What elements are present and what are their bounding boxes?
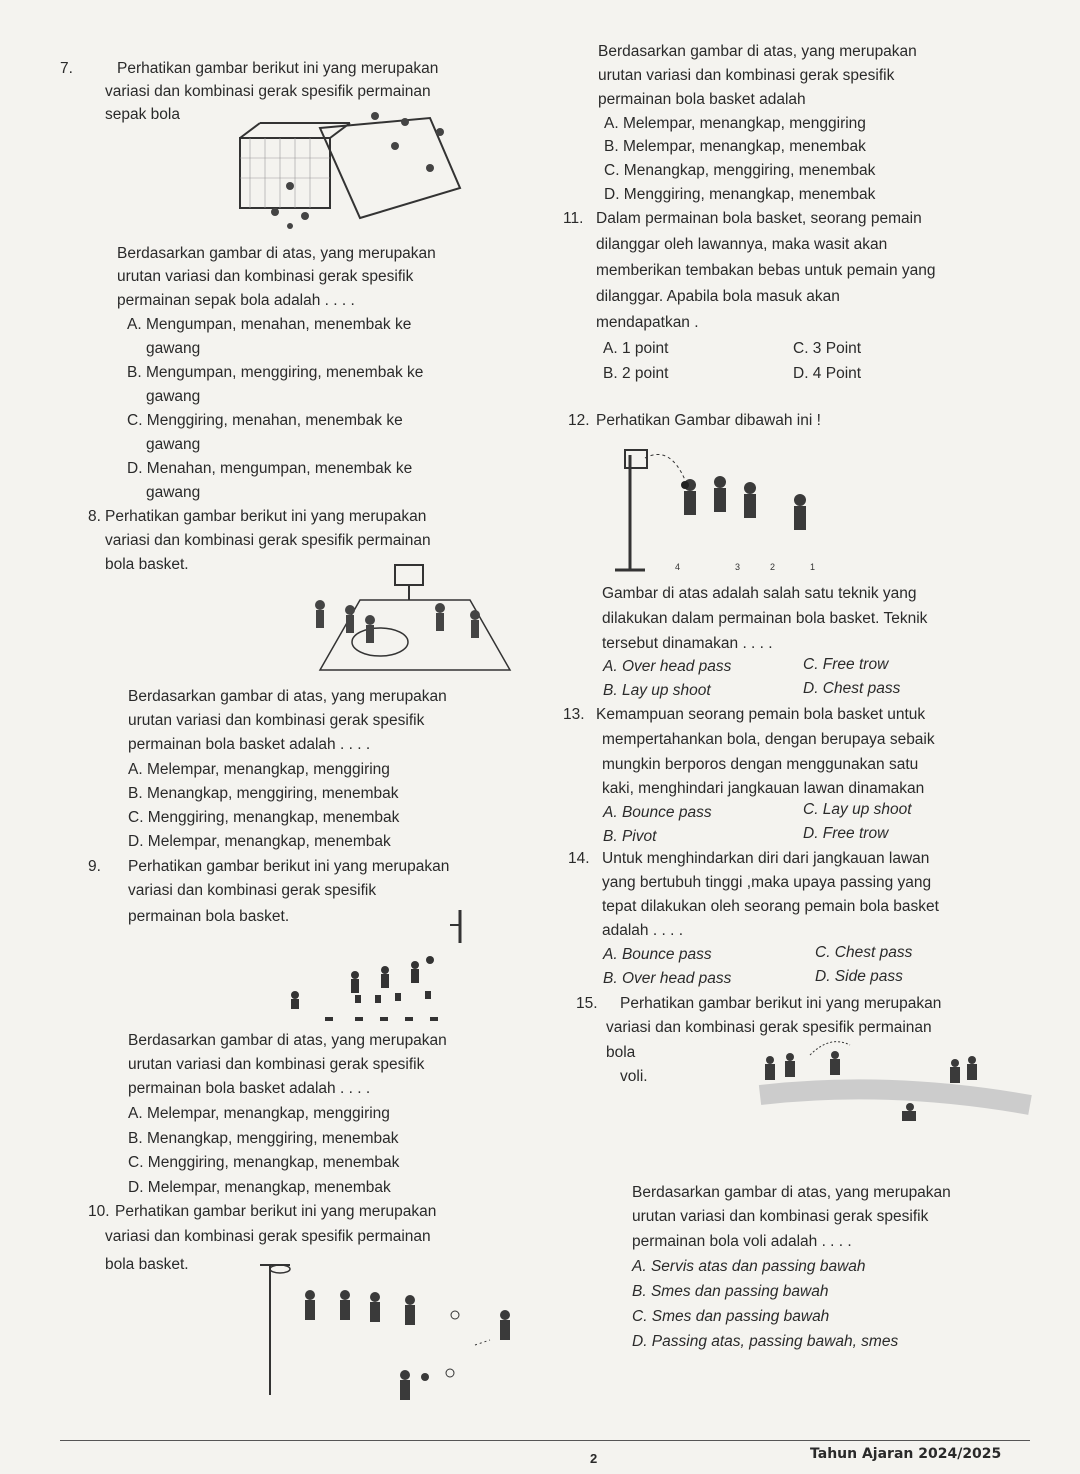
question-stem-line: sepak bola — [105, 106, 180, 123]
question-stem-line: variasi dan kombinasi gerak spesifik permainan — [105, 1228, 431, 1245]
question-ask-line: permainan bola voli adalah . . . . — [632, 1233, 852, 1250]
option-a-cont: gawang — [146, 340, 201, 357]
step-label: 1 — [810, 562, 816, 572]
option-b[interactable]: B. Menangkap, menggiring, menembak — [128, 785, 399, 802]
question-stem-line: bola — [606, 1044, 636, 1061]
option-a[interactable]: A. Melempar, menangkap, menggiring — [128, 1105, 390, 1122]
option-c[interactable]: C. Menggiring, menangkap, menembak — [128, 809, 400, 826]
question-ask-line: permainan bola basket adalah . . . . — [128, 736, 371, 753]
option-b[interactable]: B. Menangkap, menggiring, menembak — [128, 1130, 399, 1147]
option-c[interactable]: C. Lay up shoot — [803, 801, 912, 818]
question-number: 9. — [88, 858, 101, 875]
step-label: 2 — [770, 562, 776, 572]
option-d[interactable]: D. Melempar, menangkap, menembak — [128, 1179, 391, 1196]
question-number: 13. — [563, 706, 585, 723]
question-stem-line: Perhatikan gambar berikut ini yang merupakan — [128, 858, 450, 875]
question-stem-line: variasi dan kombinasi gerak spesifik — [128, 882, 377, 899]
question-stem-line: Perhatikan gambar berikut ini yang merupakan — [105, 508, 427, 525]
option-d[interactable]: D. Side pass — [815, 968, 903, 985]
question-stem-line: memberikan tembakan bebas untuk pemain yang — [596, 262, 936, 279]
basketball-sequence-figure — [235, 1255, 525, 1420]
question-stem-line: permainan bola basket. — [128, 908, 290, 925]
option-d[interactable]: D. Menahan, mengumpan, menembak ke — [127, 460, 413, 477]
option-b[interactable]: B. 2 point — [603, 365, 669, 382]
question-stem-line: bola basket. — [105, 556, 189, 573]
step-label: 4 — [675, 562, 681, 572]
option-c[interactable]: C. Menggiring, menahan, menembak ke — [127, 412, 403, 429]
question-number: 11. — [563, 210, 584, 227]
question-number: 12. — [568, 412, 590, 429]
option-a[interactable]: A. Over head pass — [603, 658, 732, 675]
option-d[interactable]: D. Free trow — [803, 825, 889, 842]
option-c[interactable]: C. Smes dan passing bawah — [632, 1308, 830, 1325]
option-c[interactable]: C. Free trow — [803, 656, 889, 673]
question-ask-line: dilakukan dalam permainan bola basket. Teknik — [602, 610, 928, 627]
option-d-cont: gawang — [146, 484, 201, 501]
question-stem-line: Dalam permainan bola basket, seorang pemain — [596, 210, 922, 227]
basketball-drill-figure — [255, 905, 495, 1025]
option-d[interactable]: D. 4 Point — [793, 365, 862, 382]
option-a[interactable]: A. Bounce pass — [603, 804, 712, 821]
question-ask-line: urutan variasi dan kombinasi gerak spesifik — [598, 67, 895, 84]
step-label: 3 — [735, 562, 741, 572]
option-a[interactable]: A. Melempar, menangkap, menggiring — [128, 761, 390, 778]
option-a[interactable]: A. Servis atas dan passing bawah — [632, 1258, 866, 1275]
option-a[interactable]: A. Mengumpan, menahan, menembak ke — [127, 316, 412, 333]
question-ask-line: permainan bola basket adalah . . . . — [128, 1080, 371, 1097]
option-b[interactable]: B. Melempar, menangkap, menembak — [604, 138, 866, 155]
question-ask-line: urutan variasi dan kombinasi gerak spesifik — [117, 268, 414, 285]
option-c[interactable]: C. Menggiring, menangkap, menembak — [128, 1154, 400, 1171]
question-stem-line: dilanggar. Apabila bola masuk akan — [596, 288, 840, 305]
lay-up-figure — [600, 440, 840, 580]
option-b[interactable]: B. Mengumpan, menggiring, menembak ke — [127, 364, 424, 381]
question-stem-line: variasi dan kombinasi gerak spesifik permainan — [606, 1019, 932, 1036]
option-b[interactable]: B. Pivot — [603, 828, 657, 845]
school-year: Tahun Ajaran 2024/2025 — [810, 1446, 1002, 1462]
question-ask-line: Berdasarkan gambar di atas, yang merupakan — [598, 43, 917, 60]
question-number: 15. — [576, 995, 598, 1012]
question-stem-line: mungkin berporos dengan menggunakan satu — [602, 756, 919, 773]
question-stem-line: voli. — [620, 1068, 648, 1085]
option-d[interactable]: D. Menggiring, menangkap, menembak — [604, 186, 876, 203]
question-number: 8. — [88, 508, 101, 525]
option-d[interactable]: D. Passing atas, passing bawah, smes — [632, 1333, 899, 1350]
question-ask-line: urutan variasi dan kombinasi gerak spesifik — [128, 712, 425, 729]
question-stem-line: Perhatikan Gambar dibawah ini ! — [596, 412, 821, 429]
option-d[interactable]: D. Melempar, menangkap, menembak — [128, 833, 391, 850]
volleyball-figure — [750, 1035, 1040, 1135]
question-stem-line: adalah . . . . — [602, 922, 683, 939]
question-stem-line: tepat dilakukan oleh seorang pemain bola basket — [602, 898, 939, 915]
question-ask-line: Berdasarkan gambar di atas, yang merupakan — [128, 1032, 447, 1049]
question-stem-line: yang bertubuh tinggi ,maka upaya passing yang — [602, 874, 932, 891]
question-ask-line: tersebut dinamakan . . . . — [602, 635, 773, 652]
question-stem-line: bola basket. — [105, 1256, 189, 1273]
question-ask-line: Gambar di atas adalah salah satu teknik yang — [602, 585, 917, 602]
option-c[interactable]: C. Chest pass — [815, 944, 913, 961]
option-a[interactable]: A. 1 point — [603, 340, 669, 357]
question-ask-line: urutan variasi dan kombinasi gerak spesifik — [128, 1056, 425, 1073]
question-stem-line: dilanggar oleh lawannya, maka wasit akan — [596, 236, 888, 253]
question-stem-line: Perhatikan gambar berikut ini yang merupakan — [115, 1203, 437, 1220]
question-number: 14. — [568, 850, 590, 867]
question-stem-line: variasi dan kombinasi gerak spesifik permainan — [105, 532, 431, 549]
option-c[interactable]: C. 3 Point — [793, 340, 862, 357]
basketball-court-figure — [300, 560, 520, 675]
question-ask-line: urutan variasi dan kombinasi gerak spesifik — [632, 1208, 929, 1225]
soccer-figure — [230, 108, 470, 238]
question-ask-line: permainan bola basket adalah — [598, 91, 806, 108]
footer-rule — [60, 1440, 1030, 1441]
question-ask-line: Berdasarkan gambar di atas, yang merupakan — [117, 245, 436, 262]
question-stem-line: kaki, menghindari jangkauan lawan dinamakan — [602, 780, 925, 797]
option-d[interactable]: D. Chest pass — [803, 680, 901, 697]
option-c[interactable]: C. Menangkap, menggiring, menembak — [604, 162, 876, 179]
question-ask-line: Berdasarkan gambar di atas, yang merupakan — [632, 1184, 951, 1201]
option-c-cont: gawang — [146, 436, 201, 453]
question-stem-line: Kemampuan seorang pemain bola basket untuk — [596, 706, 926, 723]
page-number: 2 — [590, 1451, 598, 1466]
option-b[interactable]: B. Smes dan passing bawah — [632, 1283, 829, 1300]
question-stem-line: Perhatikan gambar berikut ini yang merupakan — [620, 995, 942, 1012]
question-stem-line: variasi dan kombinasi gerak spesifik permainan — [105, 83, 431, 100]
question-ask-line: permainan sepak bola adalah . . . . — [117, 292, 355, 309]
question-stem-line: mempertahankan bola, dengan berupaya sebaik — [602, 731, 935, 748]
option-a[interactable]: A. Bounce pass — [603, 946, 712, 963]
question-number: 7. — [60, 60, 73, 77]
option-b[interactable]: B. Over head pass — [603, 970, 732, 987]
option-a[interactable]: A. Melempar, menangkap, menggiring — [604, 115, 866, 132]
question-stem-line: Untuk menghindarkan diri dari jangkauan lawan — [602, 850, 930, 867]
question-ask-line: Berdasarkan gambar di atas, yang merupakan — [128, 688, 447, 705]
option-b[interactable]: B. Lay up shoot — [603, 682, 711, 699]
option-b-cont: gawang — [146, 388, 201, 405]
question-stem-line: Perhatikan gambar berikut ini yang merupakan — [117, 60, 439, 77]
question-stem-line: mendapatkan . — [596, 314, 699, 331]
question-number: 10. — [88, 1203, 110, 1220]
